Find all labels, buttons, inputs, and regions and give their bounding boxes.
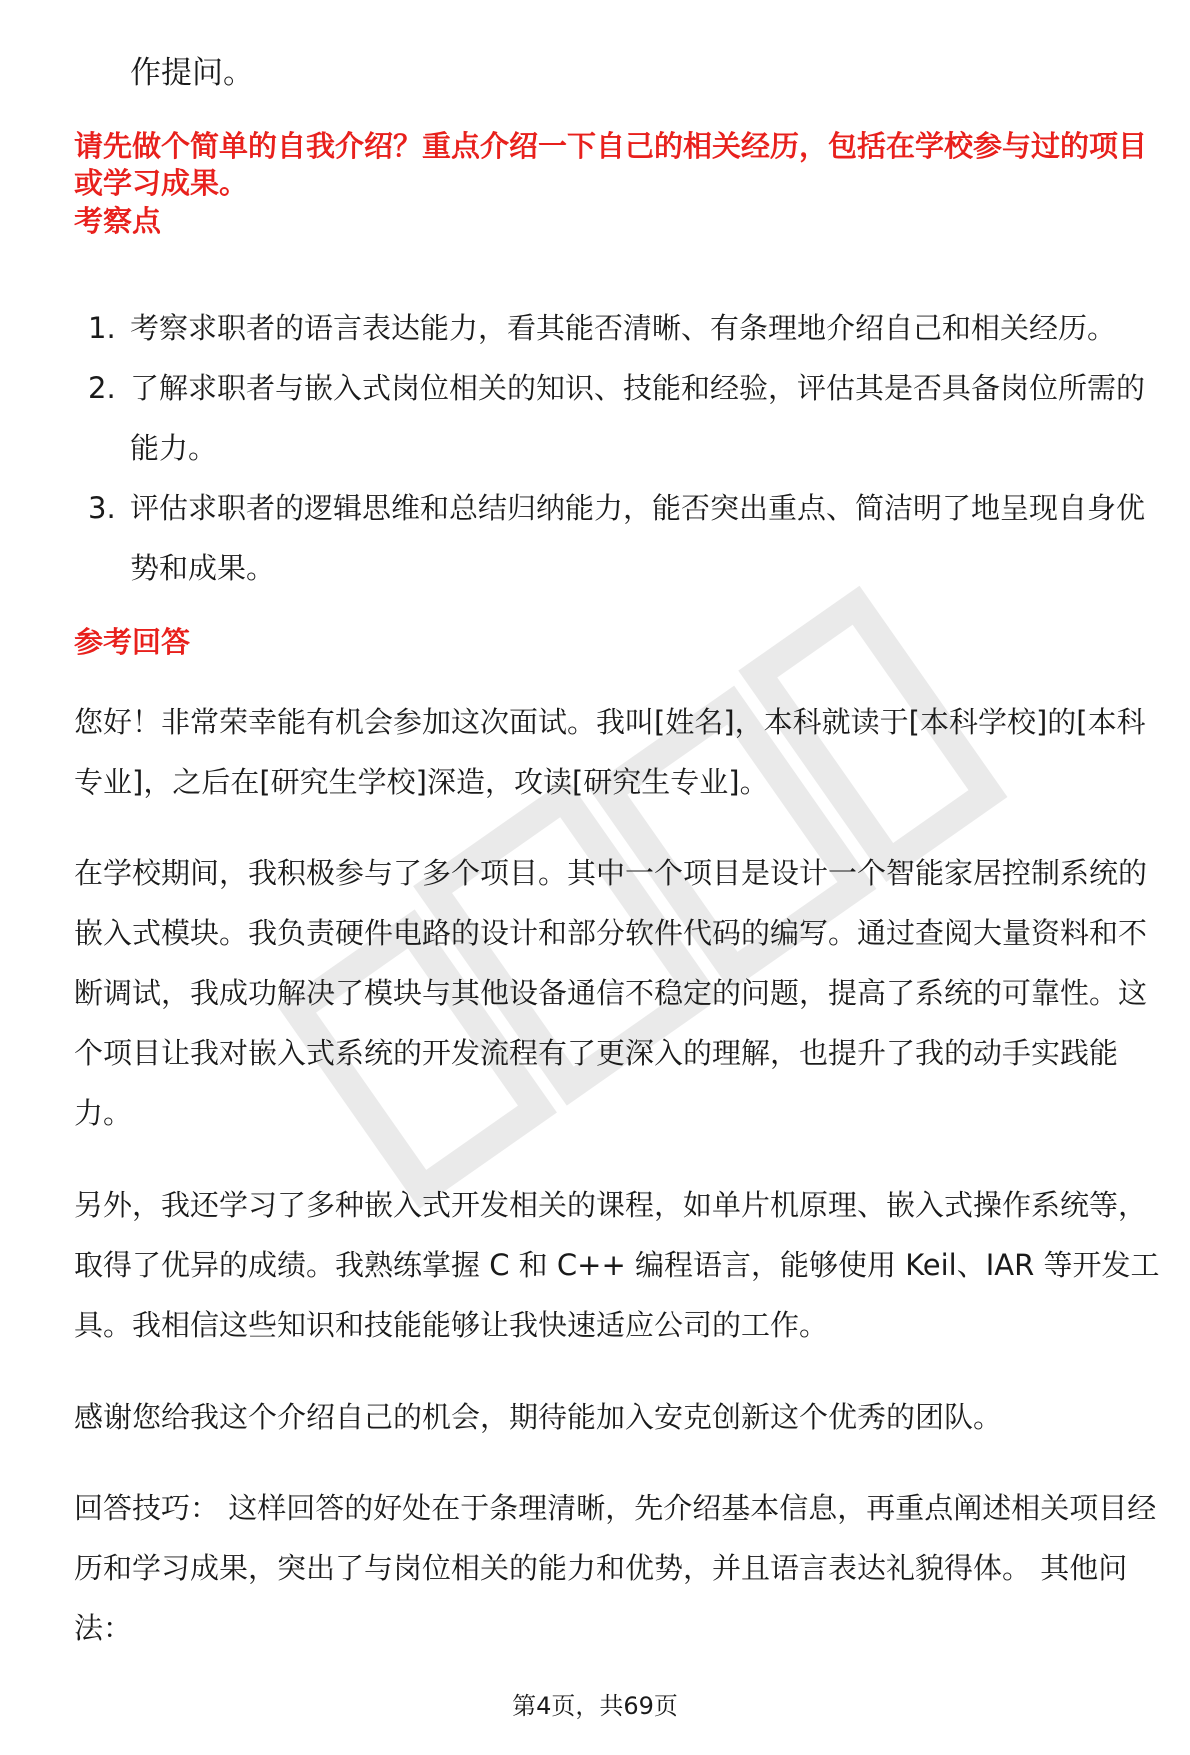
- list-item: [74, 478, 1164, 598]
- list-item-number: 2.: [88, 371, 116, 405]
- assessment-list: [74, 298, 1164, 598]
- continued-text: 作提问。: [130, 55, 254, 91]
- reference-heading: 参考回答: [74, 625, 191, 659]
- answer-paragraph: 在学校期间，我积极参与了多个项目。其中一个项目是设计一个智能家居控制系统的嵌入式模块。我负责硬件电路的设计和部分软件代码的编写。通过查阅大量资料和不断调试，我成功解决了模块与其他设备通信不稳定的问题，提高了系统的可靠性。这个项目让我对嵌入式系统的开发流程有了更深入的理解，也提升了我的动手实践能力。: [74, 856, 1148, 1130]
- list-item-text: 评估求职者的逻辑思维和总结归纳能力，能否突出重点、简洁明了地呈现自身优势和成果。: [130, 491, 1146, 585]
- answer-paragraph: 您好！非常荣幸能有机会参加这次面试。我叫[姓名]，本科就读于[本科学校]的[本科专业]，之后在[研究生学校]深造，攻读[研究生专业]。: [74, 705, 1146, 799]
- list-item-number: 3.: [88, 491, 116, 525]
- page-footer: 第4页，共69页: [512, 1692, 678, 1720]
- list-item-text: 了解求职者与嵌入式岗位相关的知识、技能和经验，评估其是否具备岗位所需的能力。: [130, 371, 1146, 465]
- answer-paragraph: 另外，我还学习了多种嵌入式开发相关的课程，如单片机原理、嵌入式操作系统等，取得了优异的成绩。我熟练掌握 C 和 C++ 编程语言，能够使用 Keil、IAR 等开发工具。我相信这些知识和技能能够让我快速适应公司的工作。: [74, 1188, 1160, 1342]
- assessment-heading: 考察点: [74, 204, 162, 238]
- question-title: 请先做个简单的自我介绍？重点介绍一下自己的相关经历，包括在学校参与过的项目或学习成果。: [74, 129, 1148, 200]
- list-item-text: 考察求职者的语言表达能力，看其能否清晰、有条理地介绍自己和相关经历。: [130, 311, 1117, 345]
- answer-tips-paragraph: 回答技巧： 这样回答的好处在于条理清晰，先介绍基本信息，再重点阐述相关项目经历和学习成果，突出了与岗位相关的能力和优势，并且语言表达礼貌得体。 其他问法：: [74, 1491, 1157, 1645]
- list-item: [74, 298, 1164, 358]
- list-item: [74, 358, 1164, 478]
- answer-paragraph: 感谢您给我这个介绍自己的机会，期待能加入安克创新这个优秀的团队。: [74, 1400, 1003, 1434]
- list-item-number: 1.: [88, 311, 116, 345]
